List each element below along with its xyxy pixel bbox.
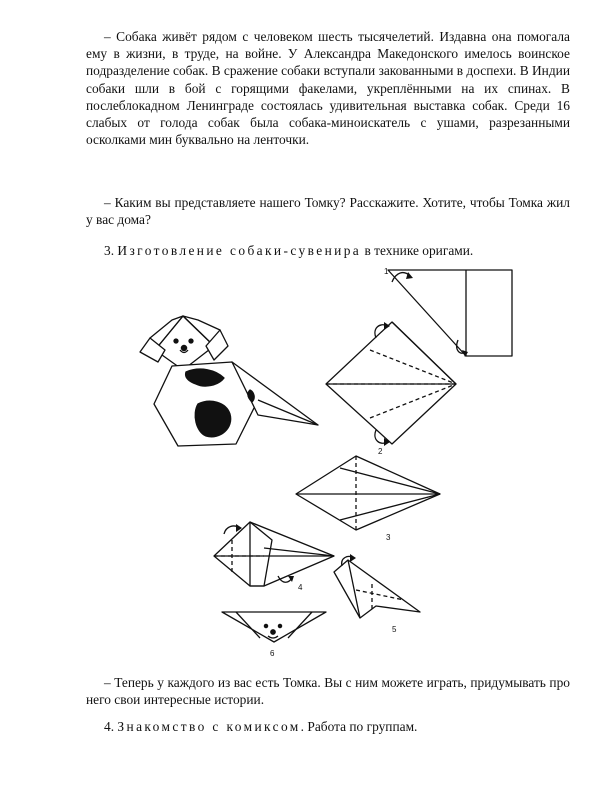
origami-step-5 [334, 554, 420, 634]
step-1-label: 1 [384, 267, 389, 276]
heading-spaced-text: Знакомство с комиксом [117, 719, 301, 734]
finished-dog-figure [140, 316, 318, 446]
step-3-label: 3 [386, 533, 391, 542]
heading-spaced-text: Изготовление собаки-сувенира [117, 243, 362, 258]
step-5-label: 5 [392, 625, 397, 634]
origami-step-1 [384, 267, 512, 357]
origami-step-2 [326, 322, 456, 456]
heading-rest-text: в технике оригами. [364, 243, 474, 258]
step-2-label: 2 [378, 447, 383, 456]
section-heading-comics [104, 718, 417, 735]
step-6-label: 6 [270, 649, 275, 658]
heading-number: 3. [104, 243, 115, 258]
paragraph-tomka-question: – Каким вы представляете нашего Томку? Расскажите. Хотите, чтобы Томка жил у вас дома? [86, 195, 570, 228]
heading-number: 4. [104, 719, 115, 734]
step-4-label: 4 [298, 583, 303, 592]
origami-step-6 [222, 612, 326, 658]
origami-step-4 [214, 522, 334, 592]
origami-step-3 [296, 456, 440, 542]
heading-rest-text: . Работа по группам. [300, 719, 418, 734]
paragraph-dog-history: – Собака живёт рядом с человеком шесть тысячелетий. Издавна она помогала ему в жизни, в труде, на войне. У Александра Македонского имелось воинское подразделение собак. В сражение собаки вступали закованными в доспехи. В Индии собаки шли в бой с горящими факелами, укреплёнными на их спинах. В послеблокадном Ленинграде состоялась удивительная выставка собак. Среди 16 слабых от голода собак была собака-миноискатель с ушами, разрезанными осколками мин буквально на ленточки. [86, 29, 570, 148]
paragraph-tomka-play: – Теперь у каждого из вас есть Томка. Вы с ним можете играть, придумывать про него свои интересные истории. [86, 675, 570, 708]
